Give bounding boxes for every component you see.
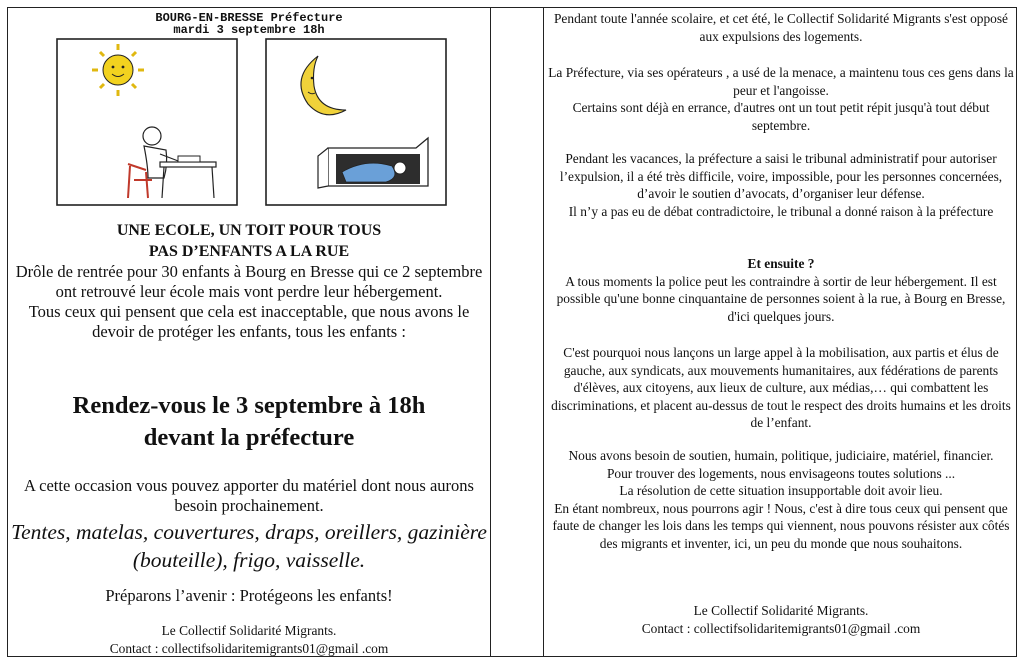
right-signature-block: [546, 602, 1016, 637]
header-date: mardi 3 septembre 18h: [173, 23, 325, 37]
signature: Le Collectif Solidarité Migrants.: [161, 623, 337, 638]
signature: Le Collectif Solidarité Migrants.: [693, 603, 869, 618]
paragraph-support: [546, 447, 1016, 553]
text-block: La résolution de cette situation insupportable doit avoir lieu.: [619, 483, 943, 499]
event-header: [8, 12, 490, 36]
child-at-desk-icon: [128, 127, 216, 198]
text-block: En étant nombreux, nous pourrons agir ! Nous, c'est à dire tous ceux qui pensent que faute de changer les lois dans les temps qui viennent, nous pouvons résister aux côtés des migrants et inventer, ici, un peu du monde que nous souhaitons.: [552, 500, 1010, 551]
intro-paragraph-2: Tous ceux qui pensent que cela est inacceptable, que nous avons le devoir de protéger les enfants, tous les enfants :: [28, 302, 470, 341]
headline-line-2: PAS D’ENFANTS A LA RUE: [148, 243, 350, 260]
column-divider-right: [543, 7, 544, 657]
slogan: Préparons l’avenir : Protégeons les enfants!: [105, 586, 393, 605]
headline-line-1: UNE ECOLE, UN TOIT POUR TOUS: [116, 222, 382, 239]
contact-email: Contact : collectifsolidaritemigrants01@gmail .com: [109, 641, 389, 656]
paragraph-next: [546, 255, 1016, 325]
right-panel: [546, 8, 1016, 656]
paragraph-school-year: [546, 10, 1016, 45]
paragraph-appeal: [546, 344, 1016, 432]
text-block: A tous moments la police peut les contraindre à sortir de leur hébergement. Il est possible qu'une bonne cinquantaine de personnes soient à la rue, à Bourg en Bresse, d'ici quelques jours.: [556, 273, 1006, 324]
meeting-callout: [8, 390, 490, 454]
text-block: Pour trouver des logements, nous envisageons toutes solutions ...: [606, 465, 956, 481]
contact-email: Contact : collectifsolidaritemigrants01@gmail .com: [641, 620, 921, 636]
paragraph-prefecture: [546, 64, 1016, 134]
paragraph-tribunal: [546, 150, 1016, 220]
text-block: Pendant les vacances, la préfecture a saisi le tribunal administratif pour autoriser l’expulsion, il a été très difficile, voire, impossible, pour les personnes concernées, d’avoir le soutien d’avocats, d’organiser leur défense.: [559, 151, 1003, 202]
left-signature-block: [8, 622, 490, 658]
material-list: Tentes, matelas, couvertures, draps, oreillers, gazinière (bouteille), frigo, vaisselle.: [11, 520, 487, 572]
text-block: Il n’y a pas eu de débat contradictoire, le tribunal a donné raison à la préfecture: [568, 203, 994, 219]
text-block: Pendant toute l'année scolaire, et cet été, le Collectif Solidarité Migrants s'est opposé aux expulsions des logements.: [553, 11, 1009, 44]
intro-paragraph-1: Drôle de rentrée pour 30 enfants à Bourg en Bresse qui ce 2 septembre ont retrouvé leur école mais vont perdre leur hébergement.: [15, 262, 483, 301]
sun-icon: [92, 44, 144, 96]
meeting-place: devant la préfecture: [143, 424, 355, 451]
headline: [8, 220, 490, 262]
text-block: Certains sont déjà en errance, d'autres ont un tout petit répit jusqu'à tout début septembre.: [572, 100, 990, 133]
header-location: BOURG-EN-BRESSE Préfecture: [155, 11, 343, 25]
material-request: A cette occasion vous pouvez apporter du matériel dont nous aurons besoin prochainement.: [24, 476, 474, 515]
meeting-date: Rendez-vous le 3 septembre à 18h: [72, 392, 426, 419]
illustration: [56, 38, 447, 206]
sleeping-child-icon: [318, 138, 428, 188]
day-panel: [57, 39, 237, 205]
section-title: Et ensuite ?: [747, 256, 815, 271]
moon-icon: [301, 56, 346, 115]
text-block: La Préfecture, via ses opérateurs , a usé de la menace, a maintenu tous ces gens dans la peur et l'angoisse.: [548, 65, 1014, 98]
text-block: Nous avons besoin de soutien, humain, politique, judiciaire, matériel, financier.: [568, 448, 994, 463]
night-panel: [266, 39, 446, 205]
column-divider-left: [490, 7, 491, 657]
text-block: C'est pourquoi nous lançons un large appel à la mobilisation, aux partis et élus de gauche, aux syndicats, aux mouvements humanitaires, aux fédérations de parents d'élèves, aux citoyens, aux lieux de culture, aux médias,… qui combattent les discriminations, et placent au-dessus de tout le respect des droits humains et les droits de l’enfant.: [551, 345, 1011, 431]
intro-text: [8, 262, 490, 342]
left-panel: [8, 8, 490, 656]
